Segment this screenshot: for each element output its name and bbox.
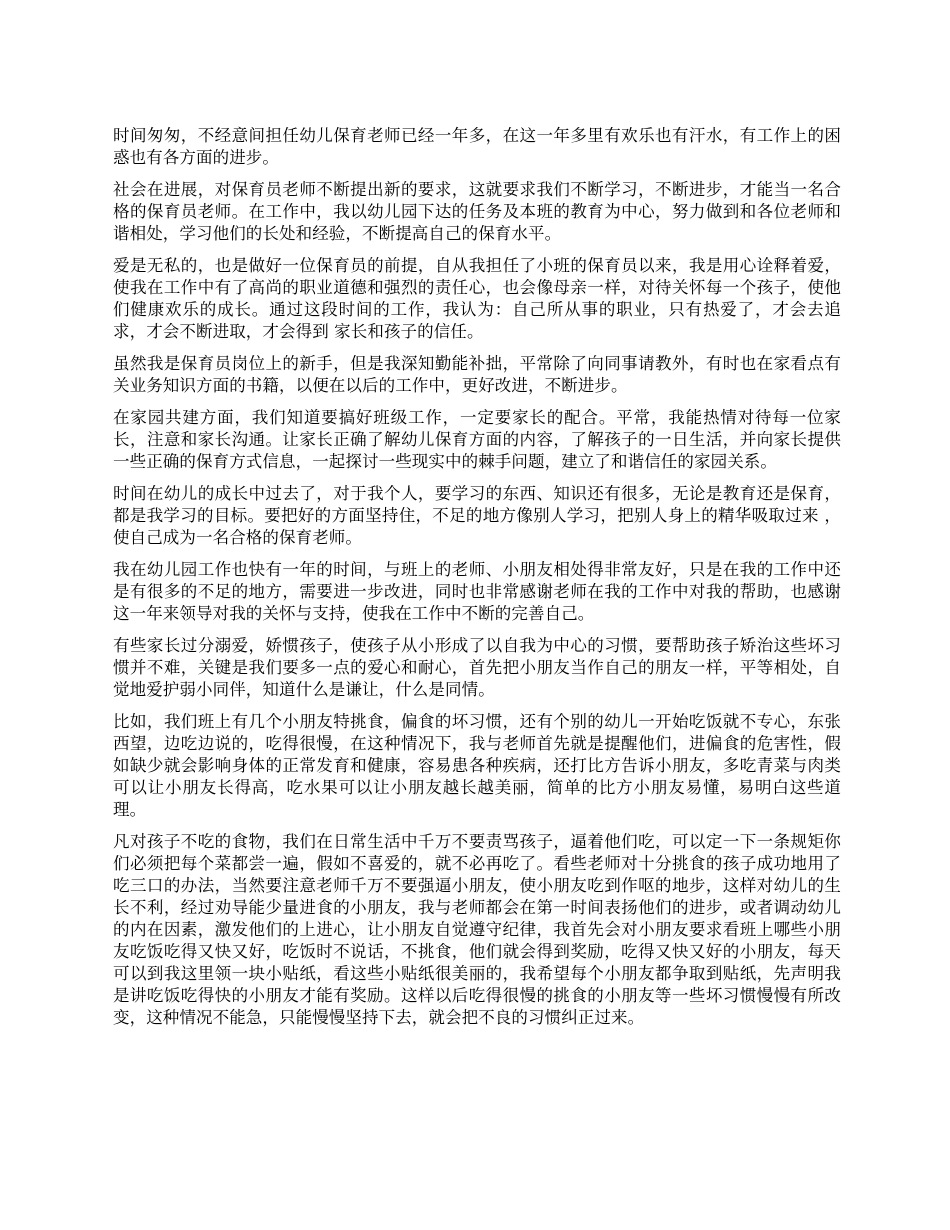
paragraph-9: 比如，我们班上有几个小朋友特挑食，偏食的坏习惯，还有个别的幼儿一开始吃饭就不专心，东张西望，边吃边说的，吃得很慢，在这种情况下，我与老师首先就是提醒他们，进偏食的危害性，假如缺少就会影响身体的正常发育和健康，容易患各种疾病，还打比方告诉小朋友，多吃青菜与肉类可以让小朋友长得高，吃水果可以让小朋友越长越美丽，简单的比方小朋友易懂，易明白这些道理。: [113, 712, 841, 819]
paragraph-8: 有些家长过分溺爱，娇惯孩子，使孩子从小形成了以自我为中心的习惯，要帮助孩子矫治这些坏习惯并不难，关键是我们要多一点的爱心和耐心，首先把小朋友当作自己的朋友一样，平等相处，自觉地爱护弱小同伴，知道什么是谦让，什么是同情。: [113, 636, 841, 699]
paragraph-4: 虽然我是保育员岗位上的新手，但是我深知勤能补拙，平常除了向同事请教外，有时也在家看点有关业务知识方面的书籍，以便在以后的工作中，更好改进，不断进步。: [113, 354, 841, 395]
paragraph-3: 爱是无私的，也是做好一位保育员的前提，自从我担任了小班的保育员以来，我是用心诠释着爱，使我在工作中有了高尚的职业道德和强烈的责任心，也会像母亲一样，对待关怀每一个孩子，使他们健康欢乐的成长。通过这段时间的工作，我认为：自己所从事的职业，只有热爱了，才会去追求，才会不断进取，才会得到 家长和孩子的信任。: [113, 256, 841, 341]
document-body: [113, 125, 841, 1039]
paragraph-1: 时间匆匆，不经意间担任幼儿保育老师已经一年多，在这一年多里有欢乐也有汗水，有工作上的困惑也有各方面的进步。: [113, 126, 841, 167]
paragraph-2: 社会在进展，对保育员老师不断提出新的要求，这就要求我们不断学习，不断进步，才能当一名合格的保育员老师。在工作中，我以幼儿园下达的任务及本班的教育为中心，努力做到和各位老师和谐相处，学习他们的长处和经验，不断提高自己的保育水平。: [113, 180, 841, 243]
paragraph-5: 在家园共建方面，我们知道要搞好班级工作，一定要家长的配合。平常，我能热情对待每一位家长，注意和家长沟通。让家长正确了解幼儿保育方面的内容，了解孩子的一日生活，并向家长提供一些正确的保育方式信息，一起探讨一些现实中的棘手问题，建立了和谐信任的家园关系。: [113, 408, 841, 471]
paragraph-10: 凡对孩子不吃的食物，我们在日常生活中千万不要责骂孩子，逼着他们吃，可以定一下一条规矩你们必须把每个菜都尝一遍，假如不喜爱的，就不必再吃了。看些老师对十分挑食的孩子成功地用了吃三口的办法，当然要注意老师千万不要强逼小朋友，使小朋友吃到作呕的地步，这样对幼儿的生长不利，经过劝导能少量进食的小朋友，我与老师都会在第一时间表扬他们的进步，或者调动幼儿的内在因素，激发他们的上进心，让小朋友自觉遵守纪律，我首先会对小朋友要求看班上哪些小朋友吃饭吃得又快又好，吃饭时不说话，不挑食，他们就会得到奖励，吃得又快又好的小朋友，每天可以到我这里领一块小贴纸，看这些小贴纸很美丽的，我希望每个小朋友都争取到贴纸，先声明我是讲吃饭吃得快的小朋友才能有奖励。这样以后吃得很慢的挑食的小朋友等一些坏习惯慢慢有所改变，这种情况不能急，只能慢慢坚持下去，就会把不良的习惯纠正过来。: [113, 832, 841, 1027]
paragraph-6: 时间在幼儿的成长中过去了，对于我个人，要学习的东西、知识还有很多，无论是教育还是保育，都是我学习的目标。要把好的方面坚持住，不足的地方像别人学习，把别人身上的精华吸取过来 ，使自己成为一名合格的保育老师。: [113, 484, 841, 547]
paragraph-7: 我在幼儿园工作也快有一年的时间，与班上的老师、小朋友相处得非常友好，只是在我的工作中还是有很多的不足的地方，需要进一步改进，同时也非常感谢老师在我的工作中对我的帮助，也感谢这一年来领导对我的关怀与支持，使我在工作中不断的完善自己。: [113, 560, 841, 623]
